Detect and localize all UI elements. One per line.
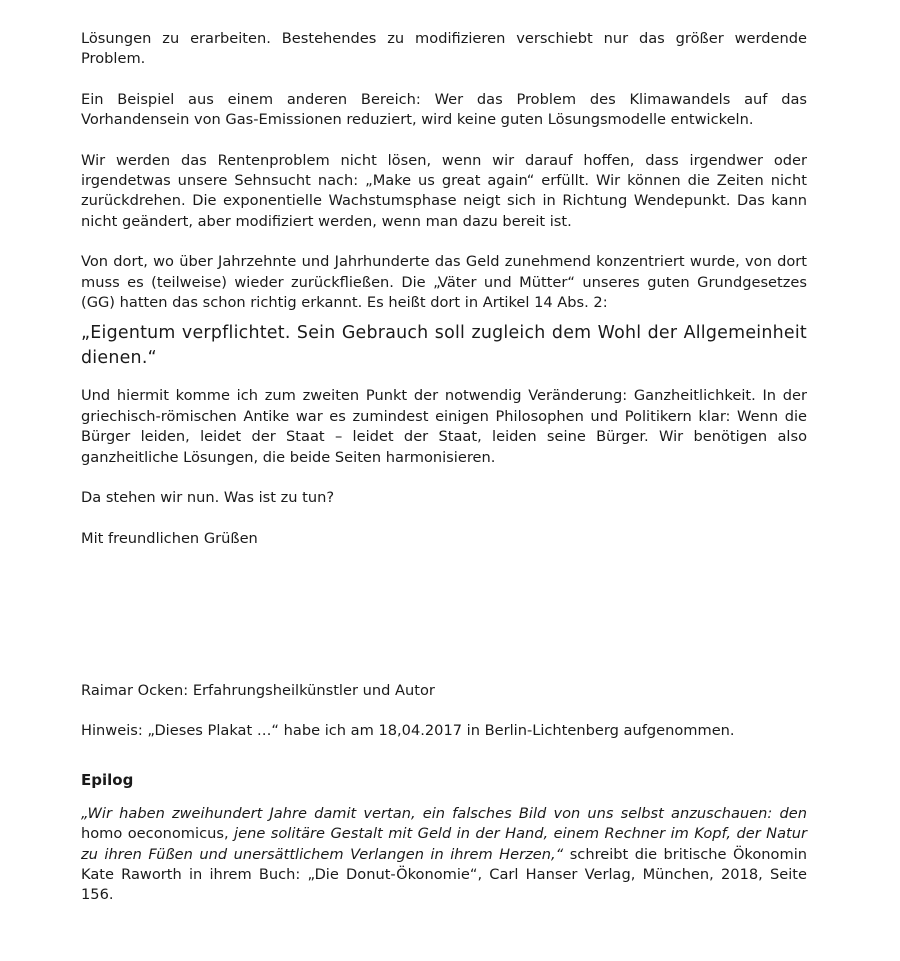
document-page xyxy=(81,29,807,906)
paragraph-climate-example: Ein Beispiel aus einem anderen Bereich: Wer das Problem des Klimawandels auf das Vorhandensein von Gas-Emissionen reduziert, wird keine guten Lösungsmodelle entwickeln. xyxy=(81,90,807,129)
epilog-homo-oeconomicus: homo oeconomicus, xyxy=(81,825,229,843)
epilog-heading: Epilog xyxy=(81,770,134,789)
paragraph-money-flow: Von dort, wo über Jahrzehnte und Jahrhunderte das Geld zunehmend konzentriert wurde, von dort muss es (teilweise) wieder zurückfließen. Die „Väter und Mütter“ unseres guten Grundgesetzes (GG) hatten das schon richtig erkannt. Es heißt dort in Artikel 14 Abs. 2: xyxy=(81,253,807,312)
paragraph-solutions: Lösungen zu erarbeiten. Bestehendes zu modifizieren verschiebt nur das größer werdende Problem. xyxy=(81,30,807,68)
epilog-quote-part-2: jene solitäre Gestalt mit Geld in der Hand, einem Rechner im Kopf, der Natur zu ihren Füßen und unersättlichem Verlangen in ihrem Herzen,“ xyxy=(81,825,807,863)
paragraph-what-to-do: Da stehen wir nun. Was ist zu tun? xyxy=(81,489,335,507)
author-signature: Raimar Ocken: Erfahrungsheilkünstler und Autor xyxy=(81,681,435,699)
closing-greeting: Mit freundlichen Grüßen xyxy=(81,529,258,547)
epilog-quote-part-1: „Wir haben zweihundert Jahre damit vertan, ein falsches Bild von uns selbst anzuschauen: den xyxy=(81,804,807,822)
epilog-quote xyxy=(81,804,807,906)
epilog-attribution: schreibt die britische Ökonomin Kate Raworth in ihrem Buch: „Die Donut-Ökonomie“, Carl Hanser Verlag, München, 2018, Seite 156. xyxy=(81,845,807,904)
photo-note: Hinweis: „Dieses Plakat …“ habe ich am 18,04.2017 in Berlin-Lichtenberg aufgenommen. xyxy=(81,722,735,740)
grundgesetz-quote: „Eigentum verpflichtet. Sein Gebrauch soll zugleich dem Wohl der Allgemeinheit dienen.“ xyxy=(81,323,807,368)
paragraph-holism: Und hiermit komme ich zum zweiten Punkt der notwendig Veränderung: Ganzheitlichkeit. In der griechisch-römischen Antike war es zumindest einigen Philosophen und Politikern klar: Wenn die Bürger leiden, leidet der Staat – leidet der Staat, leiden seine Bürger. Wir benötigen also ganzheitliche Lösungen, die beide Seiten harmonisieren. xyxy=(81,387,807,466)
paragraph-pension-problem: Wir werden das Rentenproblem nicht lösen, wenn wir darauf hoffen, dass irgendwer oder irgendetwas unsere Sehnsucht nach: „Make us great again“ erfüllt. Wir können die Zeiten nicht zurückdrehen. Die exponentielle Wachstumsphase neigt sich in Richtung Wendepunkt. Das kann nicht geändert, aber modifiziert werden, wenn man dazu bereit ist. xyxy=(81,151,807,230)
